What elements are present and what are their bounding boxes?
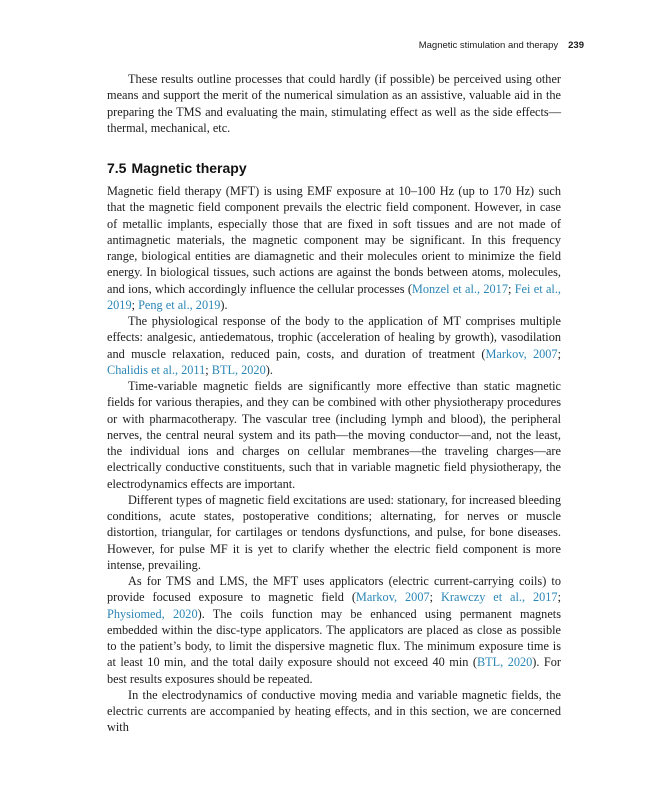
intro-block [107,71,561,136]
paragraph-2 [107,313,561,378]
running-head [419,40,584,51]
section-body [107,183,561,736]
running-title: Magnetic stimulation and therapy [418,40,559,51]
paragraph-4: Different types of magnetic field excitations are used: stationary, for increased bleeding conditions, acute states, postoperative conditions; alternating, for nerves or muscle distortion, triangular, for cartilages or tendons dysfunctions, and pulse, for bone diseases. However, for pulse MF it is yet to clarify whether the electric field component is more intense, prevailing. [107,492,561,572]
paragraph-text: ). For best results exposures should be repeated. [107,655,561,686]
citation-separator: ; [507,281,515,296]
paragraph-text: Magnetic field therapy (MFT) is using EMF exposure at 10–100 Hz (up to 170 Hz) such that the magnetic field component prevails the electric field component. However, in case of metallic implants, especially those that are fixed in soft tissues and are not made of antimagnetic materials, the magnetic component may be significant. In this frequency range, biological entities are diamagnetic and their molecules orient to minimize the field energy. In biological tissues, such actions are against the bonds between atoms, molecules, and ions, which accordingly influence the cellular processes ( [107,184,561,296]
paragraph-5 [107,573,561,687]
citation-link[interactable]: BTL, 2020 [211,362,266,377]
citation-separator: ; [557,346,561,361]
citation-link[interactable]: Markov, 2007 [355,590,430,605]
citation-link[interactable]: Fei et al., 2019 [107,281,561,312]
paragraph-text: The physiological response of the body to the application of MT comprises multiple effects: analgesic, antiedematous, trophic (acceleration of healing by growth), vasodilation and muscle relaxation, reduced pain, costs, and duration of treatment ( [107,314,561,361]
page-number: 239 [568,40,584,51]
citation-link[interactable]: Krawczy et al., 2017 [440,590,558,605]
citation-separator: ; [205,362,212,377]
citation-link[interactable]: Chalidis et al., 2011 [107,362,206,377]
citation-separator: ; [131,297,139,312]
section-heading [107,160,247,176]
paragraph-text: ). The coils function may be enhanced using permanent magnets embedded within the disc-type applicators. The applicators are placed as close as possible to the patient’s body, to limit the dispersive magnetic flux. The minimum exposure time is at least 10 min, and the total daily exposure should not exceed 40 min ( [107,606,561,670]
citation-link[interactable]: Monzel et al., 2017 [411,281,508,296]
paragraph-text: As for TMS and LMS, the MFT uses applicators (electric current-carrying coils) to provide focused exposure to magnetic field ( [107,574,561,605]
paragraph-text: ). [265,362,273,377]
paragraph-6: In the electrodynamics of conductive moving media and variable magnetic fields, the electric currents are accompanied by heating effects, and in this section, we are concerned with [107,687,561,735]
citation-link[interactable]: Peng et al., 2019 [138,297,221,312]
citation-link[interactable]: Physiomed, 2020 [107,606,198,621]
paragraph-text: ). [220,297,228,312]
paragraph-1 [107,183,561,313]
citation-separator: ; [429,590,441,605]
paragraph-3: Time-variable magnetic fields are significantly more effective than static magnetic fields for various therapies, and they can be combined with other physiotherapy procedures or with pharmacotherapy. The vascular tree (including lymph and blood), the peripheral nerves, the central neural system and its path—the moving conductor—and, not the least, the individual ions and charges on cellular membranes—the traveling charges—are electrically conductive constituents, such that in variable magnetic field physiotherapy, the electrodynamics effects are important. [107,379,561,491]
citation-link[interactable]: BTL, 2020 [476,655,533,670]
section-number: 7.5 [107,160,127,176]
intro-paragraph: These results outline processes that could hardly (if possible) be perceived using other means and support the merit of the numerical simulation as an assistive, valuable aid in the preparing the TMS and evaluating the main, stimulating effect as well as the side effects—thermal, mechanical, etc. [107,72,561,135]
citation-link[interactable]: Markov, 2007 [485,346,558,361]
section-title: Magnetic therapy [131,160,247,176]
citation-separator: ; [557,590,561,605]
